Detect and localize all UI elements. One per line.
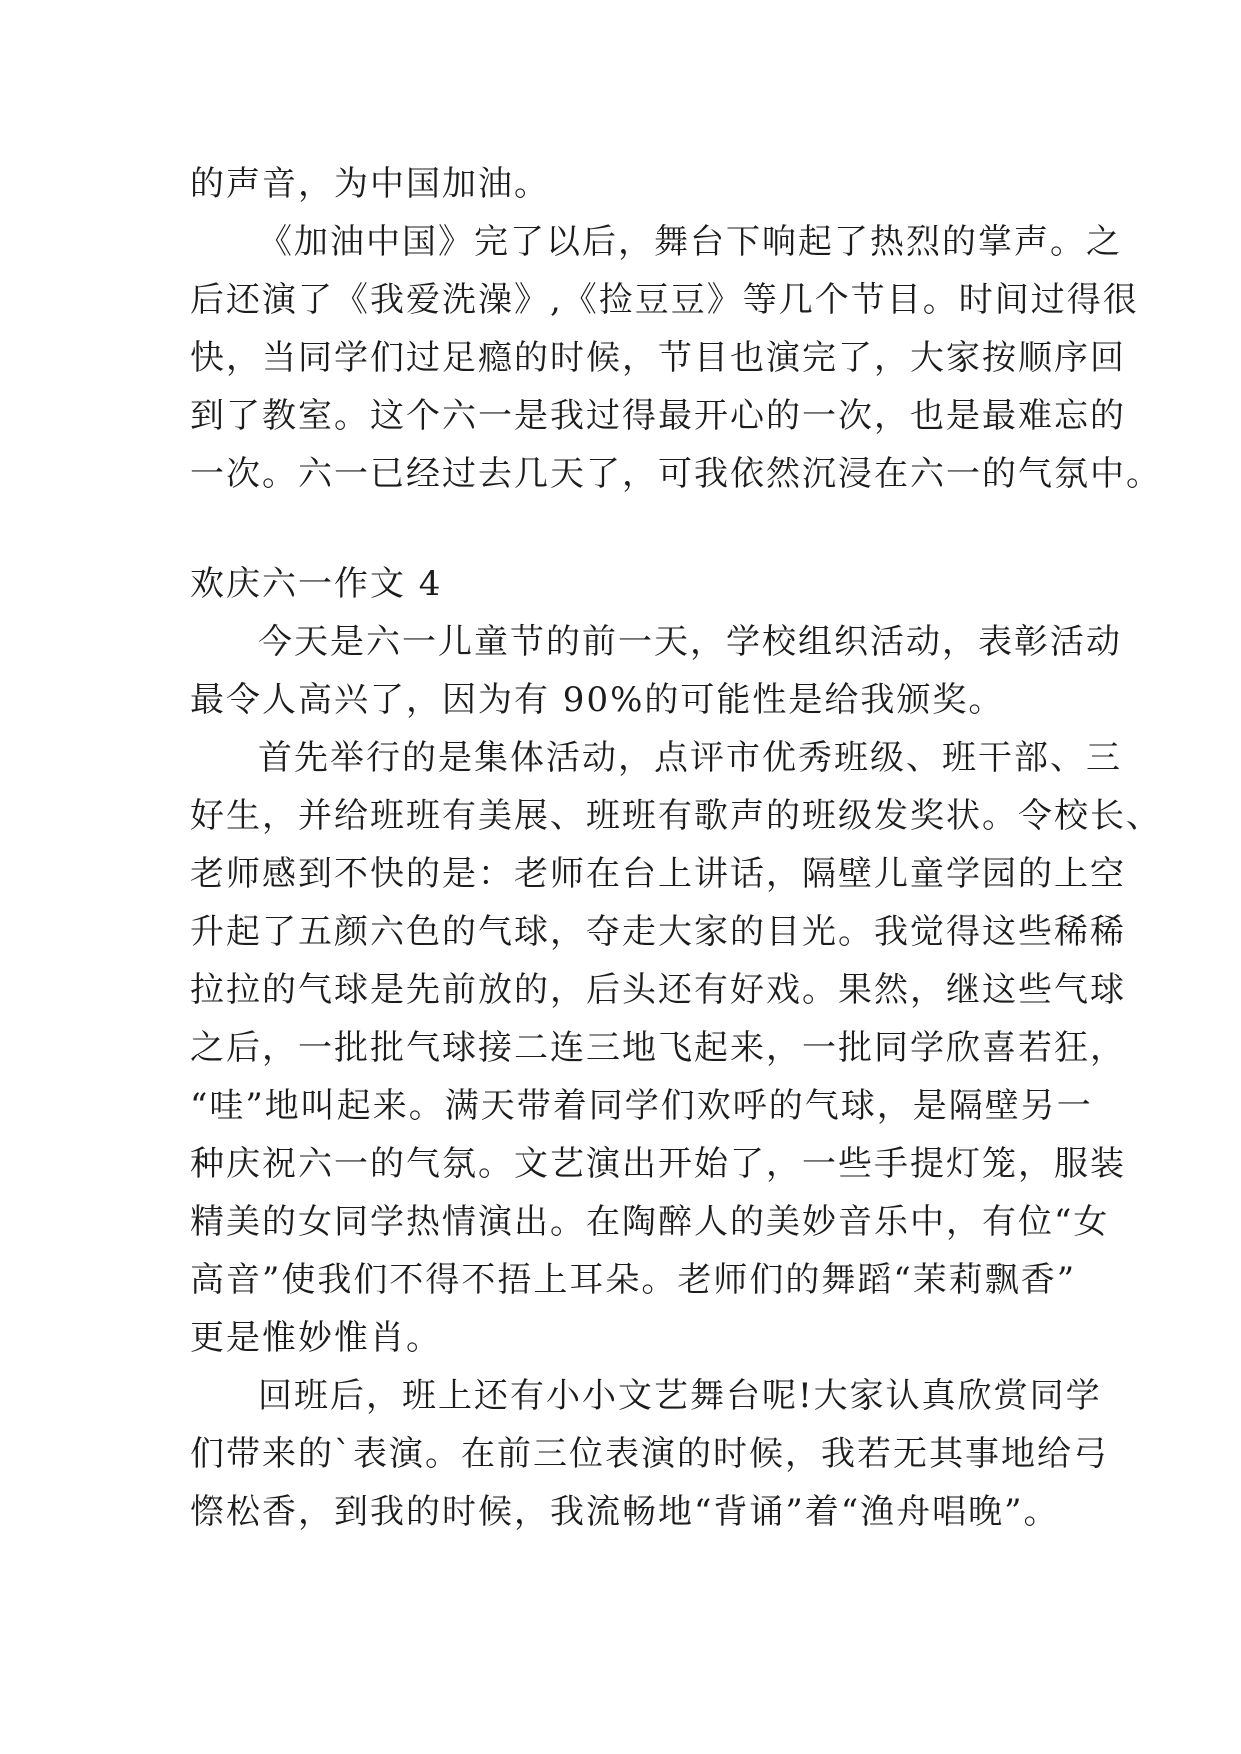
text-line: 拉拉的气球是先前放的，后头还有好戏。果然，继这些气球 <box>190 970 1126 1010</box>
text-line: 种庆祝六一的气氛。文艺演出开始了，一些手提灯笼，服装 <box>190 1144 1126 1184</box>
text-line: 一次。六一已经过去几天了，可我依然沉浸在六一的气氛中。 <box>190 454 1162 494</box>
text-line: 到了教室。这个六一是我过得最开心的一次，也是最难忘的 <box>190 396 1126 436</box>
paragraph-ending <box>190 155 1062 213</box>
text-line: 老师感到不快的是：老师在台上讲话，隔壁儿童学园的上空 <box>190 854 1126 894</box>
paragraph-performance-end <box>190 213 1162 503</box>
text-line: 快，当同学们过足瘾的时候，节目也演完了，大家按顺序回 <box>190 338 1126 378</box>
text-line: 好生，并给班班有美展、班班有歌声的班级发奖状。令校长、 <box>190 796 1162 836</box>
text-line: 《加油中国》完了以后，舞台下响起了热烈的掌声。之 <box>258 222 1122 262</box>
text-line: 最令人高兴了，因为有 90%的可能性是给我颁奖。 <box>190 680 1005 720</box>
text-line: “哇”地叫起来。满天带着同学们欢呼的气球，是隔壁另一 <box>190 1086 1093 1126</box>
text-line: 的声音，为中国加油。 <box>190 164 550 204</box>
text-line: 首先举行的是集体活动，点评市优秀班级、班干部、三 <box>258 738 1122 778</box>
text-line: 憏松香，到我的时候，我流畅地“背诵”着“渔舟唱晚”。 <box>190 1492 1060 1532</box>
text-line: 们带来的`表演。在前三位表演的时候，我若无其事地给弓 <box>190 1434 1109 1474</box>
text-line: 升起了五颜六色的气球，夺走大家的目光。我觉得这些稀稀 <box>190 912 1126 952</box>
text-line: 之后，一批批气球接二连三地飞起来，一批同学欣喜若狂， <box>190 1028 1126 1068</box>
text-line: 后还演了《我爱洗澡》,《捡豆豆》等几个节目。时间过得很 <box>190 280 1139 320</box>
text-line: 更是惟妙惟肖。 <box>190 1318 442 1358</box>
text-line: 高音”使我们不得不捂上耳朵。老师们的舞蹈“茉莉飘香” <box>190 1260 1077 1300</box>
essay-4 <box>190 555 1162 1541</box>
paragraph-intro <box>190 613 1122 729</box>
text-line: 精美的女同学热情演出。在陶醉人的美妙音乐中，有位“女 <box>190 1202 1110 1242</box>
text-block-continuation <box>190 155 1162 503</box>
paragraph-class-stage <box>190 1367 1109 1541</box>
text-line: 今天是六一儿童节的前一天，学校组织活动，表彰活动 <box>258 622 1122 662</box>
text-line: 回班后，班上还有小小文艺舞台呢!大家认真欣赏同学 <box>258 1376 1102 1416</box>
paragraph-activities <box>190 729 1162 1367</box>
essay-heading: 欢庆六一作文 4 <box>190 564 443 604</box>
